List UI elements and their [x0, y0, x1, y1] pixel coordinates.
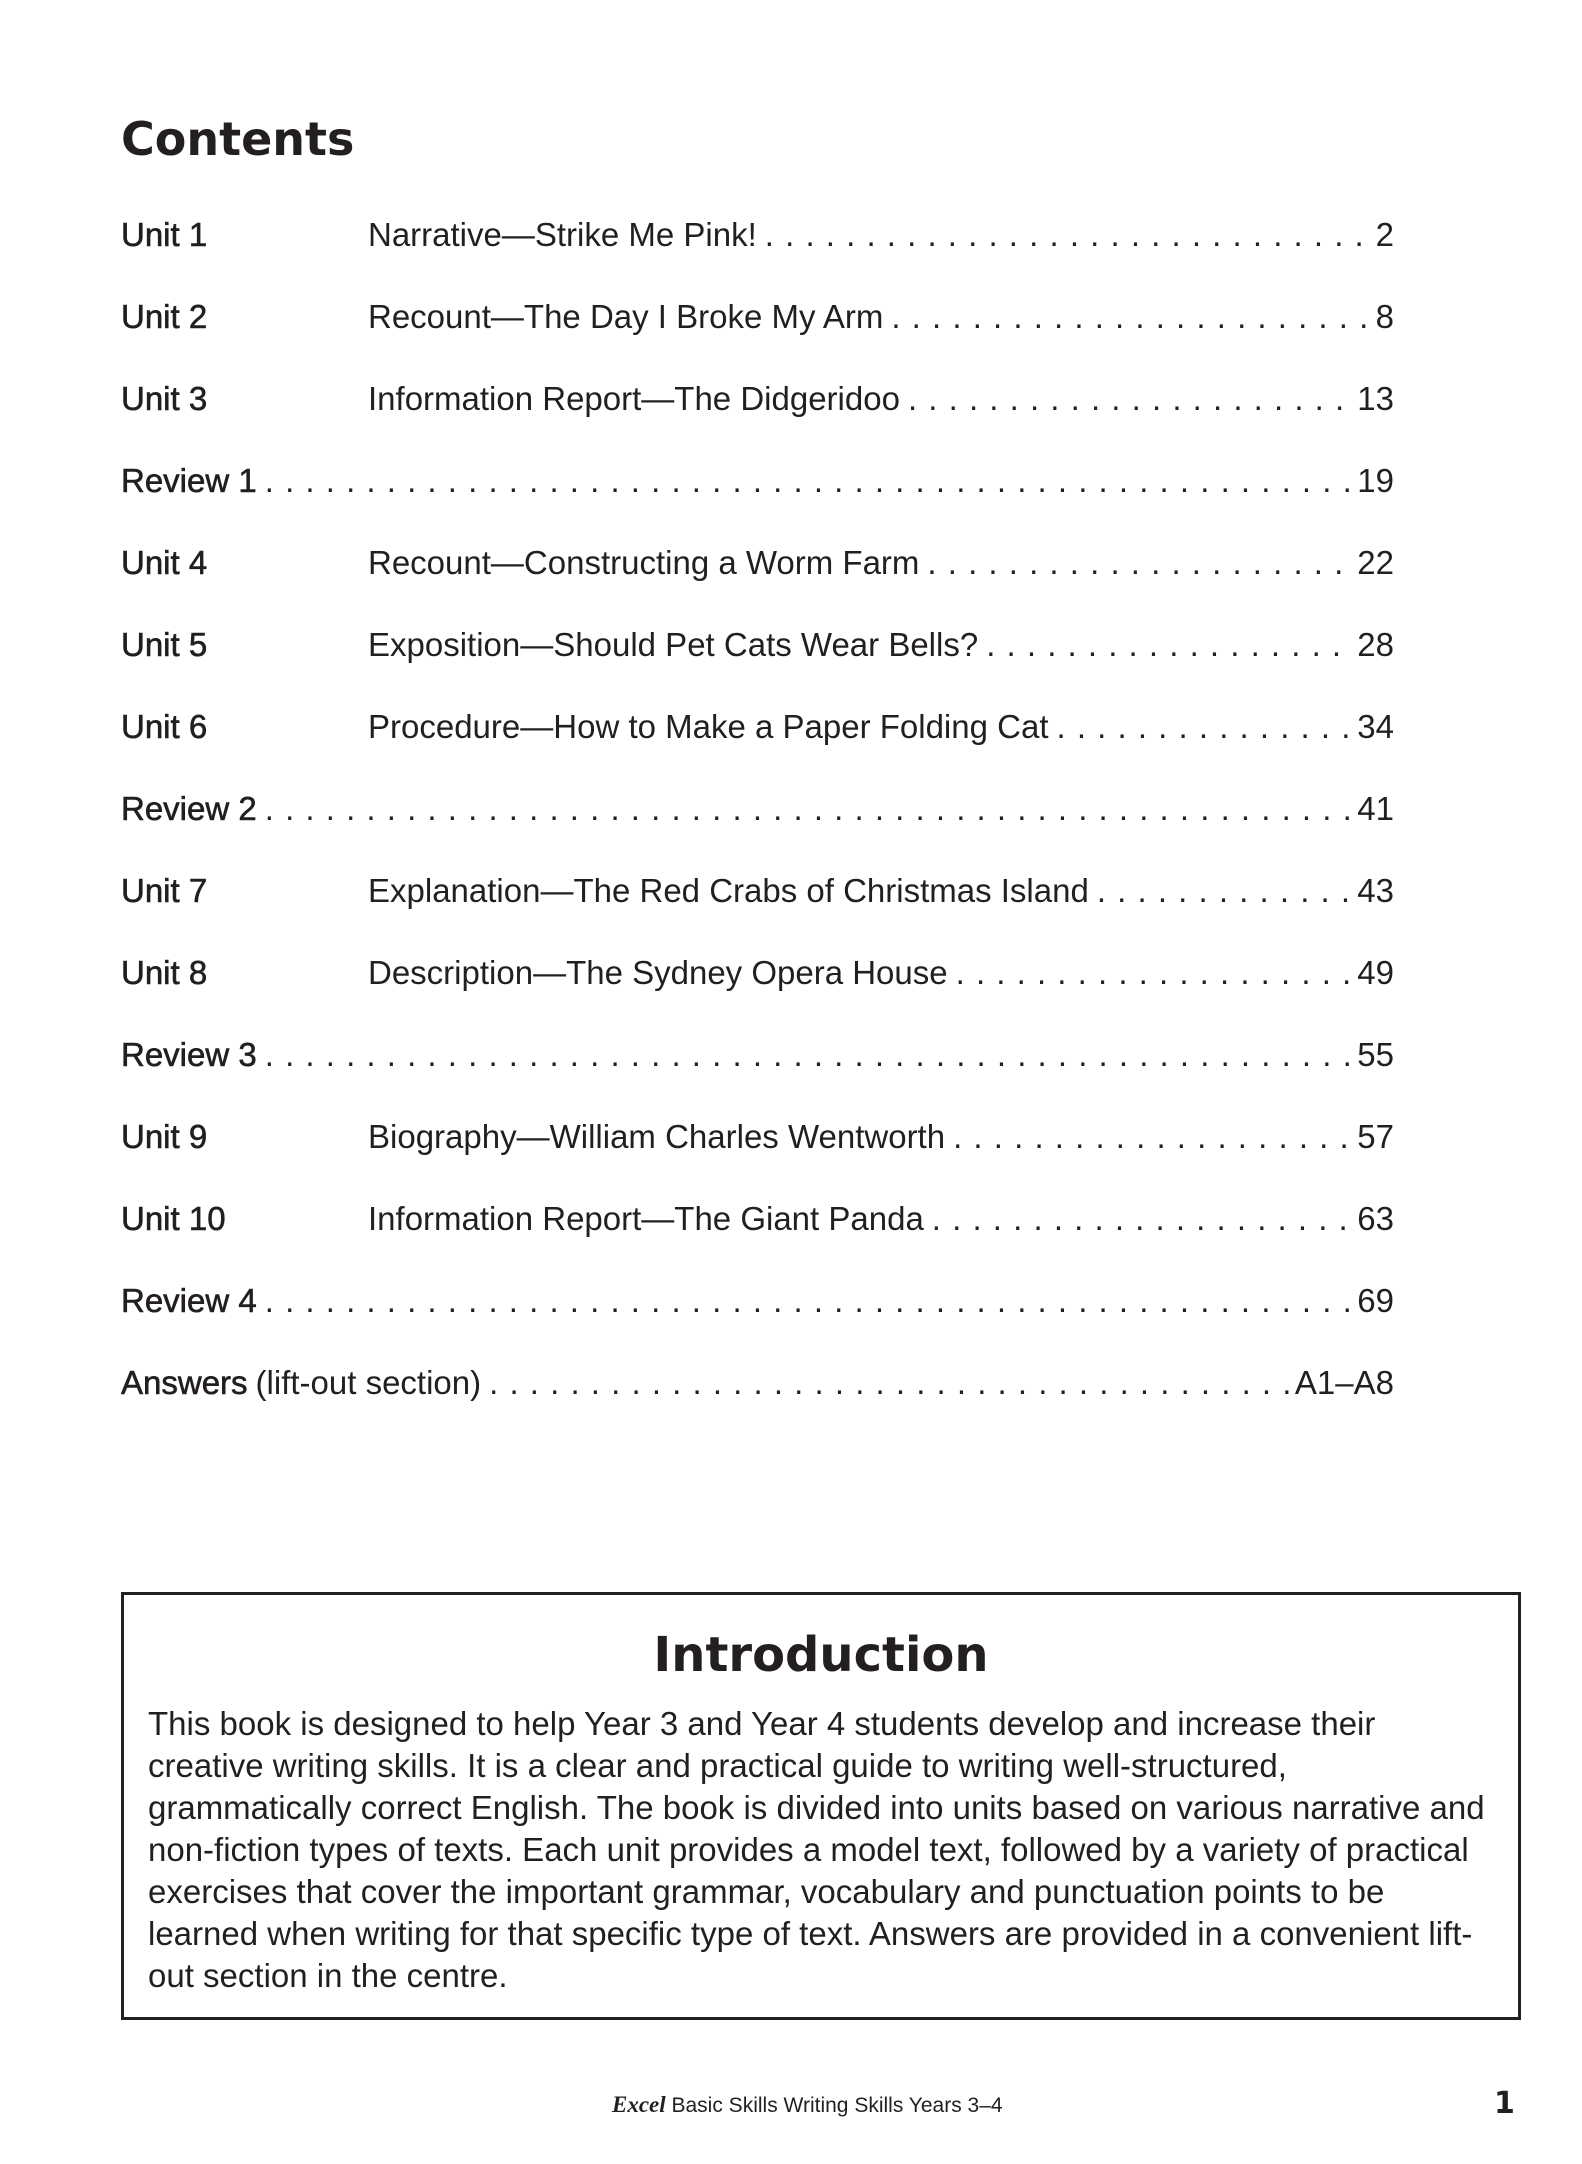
- toc-entry-title: Procedure—How to Make a Paper Folding Cat: [368, 708, 1049, 745]
- page-footer: [0, 2088, 1582, 2128]
- toc-entry-unit-3: [121, 369, 1394, 451]
- introduction-box: [121, 1592, 1521, 2020]
- toc-unit-label: Unit 4: [121, 544, 208, 581]
- toc-entry-unit-1: [121, 205, 1394, 287]
- toc-unit-label: Unit 5: [121, 626, 208, 663]
- toc-entry-answers: [121, 1353, 1394, 1435]
- dot-leader: [956, 943, 1354, 1003]
- dot-leader: [765, 205, 1372, 265]
- toc-entry-title: Description—The Sydney Opera House: [368, 954, 948, 991]
- toc-page-number: 13: [1357, 380, 1394, 417]
- toc-unit-label: Unit 8: [121, 954, 208, 991]
- dot-leader: [265, 1271, 1354, 1331]
- toc-page-number: 49: [1357, 954, 1394, 991]
- toc-page-number: 19: [1357, 462, 1394, 499]
- dot-leader: [1057, 697, 1354, 757]
- toc-unit-label: Review 4: [121, 1282, 257, 1319]
- toc-page-number: 28: [1357, 626, 1394, 663]
- toc-entry-title: Exposition—Should Pet Cats Wear Bells?: [368, 626, 979, 663]
- footer-series: Basic Skills Writing Skills Years 3–4: [671, 2094, 1003, 2117]
- dot-leader: [908, 369, 1353, 429]
- dot-leader: [265, 1025, 1354, 1085]
- toc-entry-unit-2: [121, 287, 1394, 369]
- toc-page-number: 55: [1357, 1036, 1394, 1073]
- toc-unit-label: Unit 2: [121, 298, 208, 335]
- table-of-contents: [121, 205, 1394, 1435]
- toc-unit-label: Review 3: [121, 1036, 257, 1073]
- contents-heading: Contents: [121, 112, 355, 166]
- toc-entry-unit-7: [121, 861, 1394, 943]
- toc-page-number: 69: [1357, 1282, 1394, 1319]
- toc-unit-label: Unit 3: [121, 380, 208, 417]
- toc-unit-label: Unit 1: [121, 216, 208, 253]
- dot-leader: [489, 1353, 1291, 1413]
- toc-page-number: 41: [1357, 790, 1394, 827]
- toc-entry-unit-10: [121, 1189, 1394, 1271]
- toc-entry-title: Narrative—Strike Me Pink!: [368, 216, 757, 253]
- toc-unit-label: Review 1: [121, 462, 257, 499]
- toc-entry-title: Explanation—The Red Crabs of Christmas Island: [368, 872, 1089, 909]
- toc-entry-unit-8: [121, 943, 1394, 1025]
- toc-entry-unit-4: [121, 533, 1394, 615]
- introduction-heading: Introduction: [653, 1627, 989, 1683]
- toc-page-number: 57: [1357, 1118, 1394, 1155]
- toc-page-number: 63: [1357, 1200, 1394, 1237]
- toc-entry-title: Biography—William Charles Wentworth: [368, 1118, 946, 1155]
- toc-unit-label: Unit 9: [121, 1118, 208, 1155]
- dot-leader: [953, 1107, 1353, 1167]
- toc-unit-label: Unit 7: [121, 872, 208, 909]
- toc-page-number: 34: [1357, 708, 1394, 745]
- toc-entry-unit-6: [121, 697, 1394, 779]
- toc-entry-review-2: [121, 779, 1394, 861]
- toc-unit-label: Unit 6: [121, 708, 208, 745]
- dot-leader: [265, 779, 1354, 839]
- toc-entry-unit-5: [121, 615, 1394, 697]
- dot-leader: [891, 287, 1371, 347]
- toc-page-number: 22: [1357, 544, 1394, 581]
- dot-leader: [265, 451, 1354, 511]
- toc-unit-label: Review 2: [121, 790, 257, 827]
- toc-entry-review-3: [121, 1025, 1394, 1107]
- footer-series-line: [612, 2092, 1003, 2118]
- dot-leader: [986, 615, 1353, 675]
- introduction-text: This book is designed to help Year 3 and Year 4 students develop and increase their creative writing skills. It is a clear and practical guide to writing well-structured, grammatically correct English. The book is divided into units based on various narrative and non-fiction types of texts. Each unit provides a model text, followed by a variety of practical exercises that cover the important grammar, vocabulary and punctuation points to be learned when writing for that specific type of text. Answers are provided in a convenient lift-out section in the centre.: [148, 1705, 1485, 1994]
- toc-entry-note: (lift-out section): [255, 1364, 482, 1401]
- toc-entry-unit-9: [121, 1107, 1394, 1189]
- toc-unit-label: Answers: [121, 1364, 248, 1401]
- dot-leader: [1097, 861, 1353, 921]
- dot-leader: [932, 1189, 1353, 1249]
- toc-page-number: 43: [1357, 872, 1394, 909]
- toc-page-number: 2: [1375, 216, 1394, 253]
- toc-page-number: 8: [1375, 298, 1394, 335]
- toc-entry-title: Information Report—The Giant Panda: [368, 1200, 924, 1237]
- toc-entry-review-1: [121, 451, 1394, 533]
- page-number: 1: [1494, 2086, 1515, 2121]
- toc-page-number: A1–A8: [1294, 1364, 1394, 1401]
- footer-brand: Excel: [612, 2092, 666, 2117]
- toc-entry-title: Recount—The Day I Broke My Arm: [368, 298, 884, 335]
- toc-entry-review-4: [121, 1271, 1394, 1353]
- toc-entry-title: Information Report—The Didgeridoo: [368, 380, 900, 417]
- toc-entry-title: Recount—Constructing a Worm Farm: [368, 544, 920, 581]
- dot-leader: [927, 533, 1353, 593]
- toc-unit-label: Unit 10: [121, 1200, 226, 1237]
